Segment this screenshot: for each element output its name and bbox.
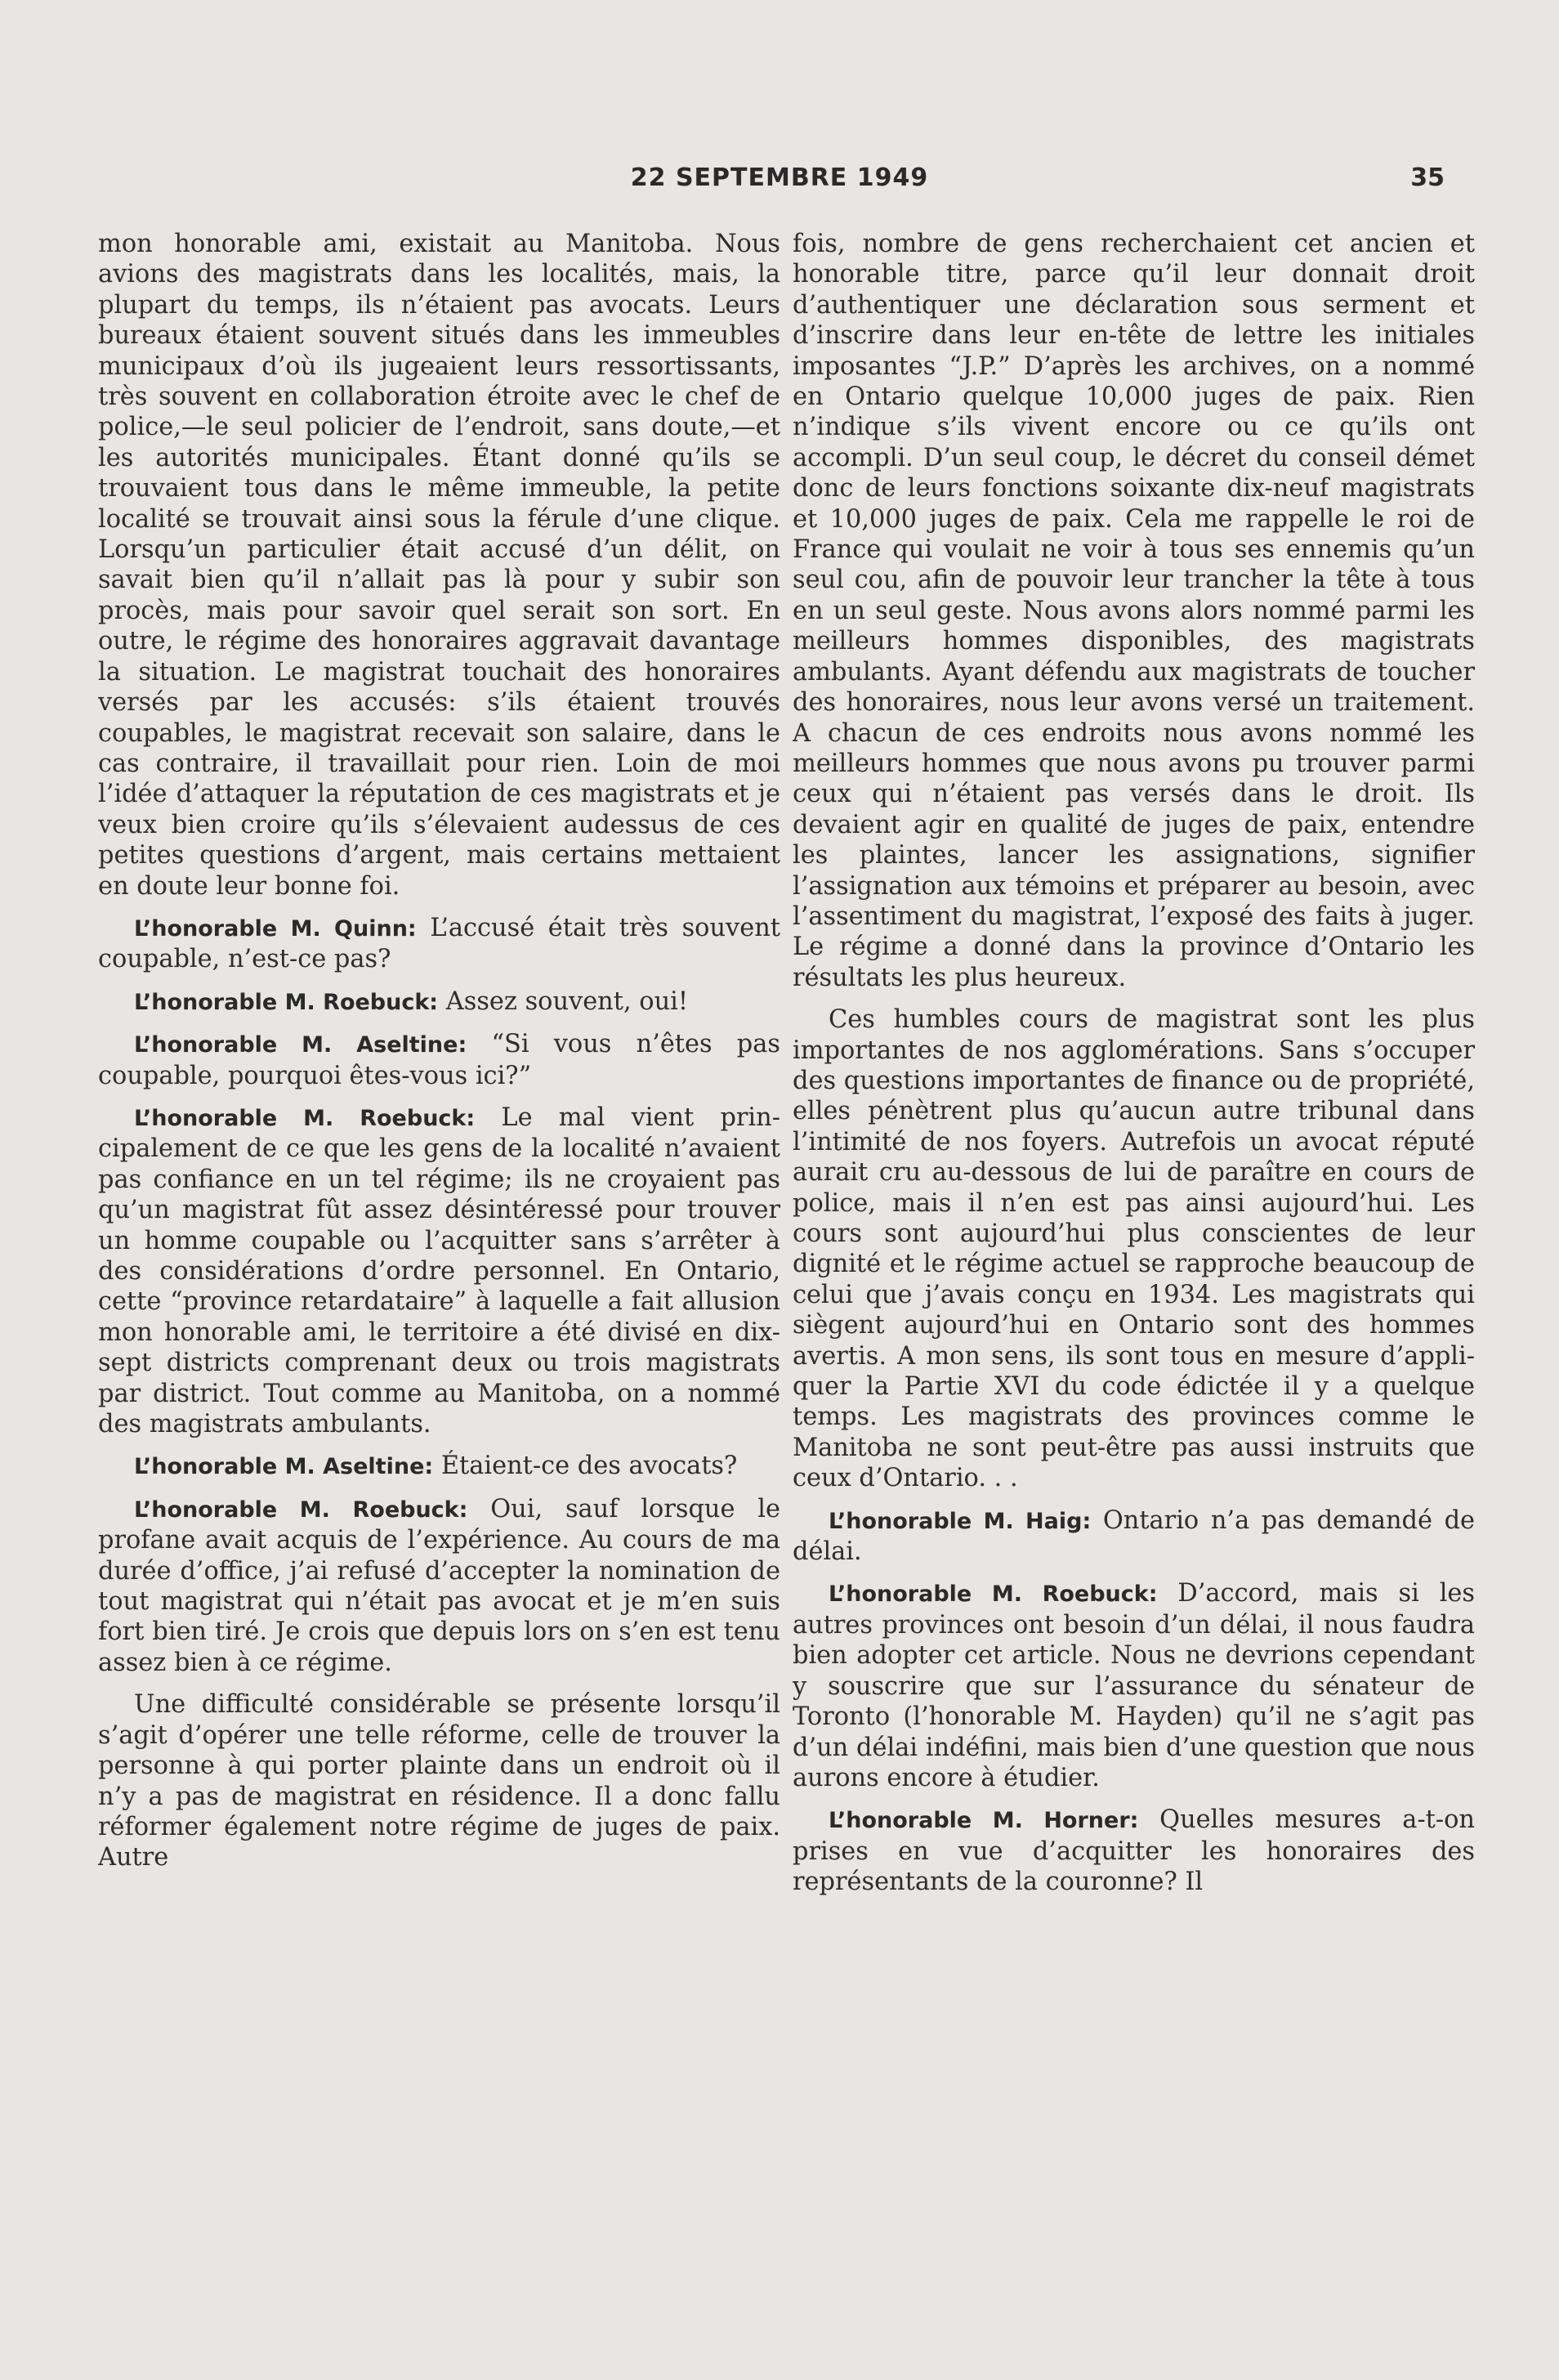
speaker-name: L’honorable M. Haig: [829,1508,1092,1534]
paragraph: mon honorable ami, existait au Manitoba. Nous avions des magistrats dans les localités, mais, la plupart du temps, ils n’étaient pas avocats. Leurs bureaux étaient souvent situés dans les immeubles municipaux d’où ils jugeaient leurs ressortissants, très souvent en collaboration étroite avec le chef de police,—le seul policier de l’endroit, sans doute,—et les autorités municipales. Étant donné qu’ils se trouvaient tous dans le même immeuble, la petite localité se trouvait ainsi sous la férule d’une clique. Lorsqu’un particulier était accusé d’un délit, on savait bien qu’il n’allait pas là pour y subir son procès, mais pour savoir quel serait son sort. En outre, le régime des honoraires aggravait davantage la situation. Le magistrat touchait des honoraires versés par les accusés: s’ils étaient trouvés coupables, le magistrat recevait son salaire, dans le cas contraire, il travaillait pour rien. Loin de moi l’idée d’attaquer la réputation de ces magistrats et je veux bien croire qu’ils s’élevaient audessus de ces petites questions d’argent, mais certains mettaient en doute leur bonne foi. [98,230,780,901]
speech-text: Oui, sauf lorsque le profane avait acquis de l’expérience. Au cours de ma durée d’office, j’ai refusé d’accepter la nomination de tout magistrat qui n’était pas avocat et je m’en suis fort bien tiré. Je crois que depuis lors on s’en est tenu assez bien à ce régime. [98,1494,780,1677]
speech [793,1805,1475,1897]
paragraph: Une difficulté considérable se présente lorsqu’il s’agit d’opérer une telle réforme, celle de trouver la personne à qui porter plainte dans un endroit où il n’y a pas de magistrat en résidence. Il a donc fallu réformer également notre régime de juges de paix. Autre [98,1690,780,1872]
speech-text: Étaient-ce des avocats? [433,1452,738,1481]
speaker-name: L’honorable M. Roebuck: [134,989,439,1015]
speech-text: Assez souvent, oui! [438,986,689,1016]
speech [793,1578,1475,1793]
speech [793,1505,1475,1568]
speech [98,1029,780,1091]
speech-text: Le mal vient principalement de ce que les gens de la localité n’avaient pas confiance en un tel régime; ils ne croyaient pas qu’un magistrat fût assez désintéressé pour trouver un homme coupable ou l’acquitter sans s’arrêter à des considérations d’ordre personnel. En Ontario, cette “province retardataire” à laquelle a fait allusion mon honorable ami, le territoire a été divisé en dix-sept districts comprenant deux ou trois magistrats par district. Tout comme au Manitoba, on a nommé des magistrats ambulants. [98,1103,780,1439]
speaker-name: L’honorable M. Horner: [829,1808,1139,1834]
page-number: 35 [1410,163,1445,192]
header-date: 22 SEPTEMBRE 1949 [630,163,929,192]
speaker-name: L’honorable M. Aseltine: [134,1032,467,1058]
speech-text: D’accord, mais si les autres provinces ont besoin d’un délai, il nous faudra bien adopter cet article. Nous ne devrions cependant y souscrire que sur l’assurance du sénateur de Toronto (l’honorable M. Hayden) qu’il ne s’agit pas d’un délai indéfini, mais bien d’une question que nous aurons encore à étudier. [793,1579,1475,1792]
paragraph: Ces humbles cours de magistrat sont les plus importantes de nos agglomérations. Sans s’occuper des questions importantes de finance ou de propriété, elles pénètrent plus qu’aucun autre tribunal dans l’intimité de nos foyers. Autrefois un avocat réputé aurait cru au-dessous de lui de paraître en cours de police, mais il n’en est pas ainsi aujourd’hui. Les cours sont aujourd’hui plus conscientes de leur dignité et le régime actuel se rapproche beaucoup de celui que j’avais conçu en 1934. Les magistrats qui siègent aujourd’hui en Ontario sont des hommes avertis. A mon sens, ils sont tous en mesure d’appliquer la Partie XVI du code édictée il y a quelque temps. Les magistrats des provinces comme le Manitoba ne sont peut-être pas aussi instruits que ceux d’Ontario. . . [793,1005,1475,1493]
speaker-name: L’honorable M. Quinn: [134,915,417,942]
speech-text: “Si vous n’êtes pas coupable, pourquoi êtes-vous ici?” [98,1030,780,1090]
paragraph: fois, nombre de gens recherchaient cet ancien et honorable titre, parce qu’il leur donnait droit d’authentiquer une déclaration sous serment et d’inscrire dans leur en-tête de lettre les initiales imposantes “J.P.” D’après les archives, on a nommé en Ontario quelque 10,000 juges de paix. Rien n’indique s’ils vivent encore ou ce qu’ils ont accompli. D’un seul coup, le décret du conseil démet donc de leurs fonctions soixante dix-neuf magistrats et 10,000 juges de paix. Cela me rappelle le roi de France qui voulait ne voir à tous ses ennemis qu’un seul cou, afin de pouvoir leur trancher la tête à tous en un seul geste. Nous avons alors nommé parmi les meilleurs hommes disponibles, des magistrats ambulants. Ayant défendu aux magistrats de toucher des honoraires, nous leur avons versé un traitement. A chacun de ces endroits nous avons nommé les meilleurs hommes que nous avons pu trouver parmi ceux qui n’étaient pas versés dans le droit. Ils devaient agir en qualité de juges de paix, entendre les plaintes, lancer les assignations, signifier l’assignation aux témoins et préparer au besoin, avec l’assentiment du magistrat, l’exposé des faits à juger. Le régime a donné dans la province d’Ontario les résultats les plus heureux. [793,230,1475,992]
speech-text: Quelles mesures a-t-on prises en vue d’acquitter les honoraires des représentants de la couronne? Il [793,1805,1475,1897]
speech [98,1494,780,1678]
speech [98,986,780,1018]
left-column [98,229,780,2305]
speech [98,913,780,975]
speaker-name: L’honorable M. Roebuck: [134,1496,468,1523]
speaker-name: L’honorable M. Roebuck: [829,1581,1158,1608]
speech [98,1451,780,1482]
right-column [793,229,1475,2305]
page-header [98,163,1461,204]
speaker-name: L’honorable M. Aseltine: [134,1454,434,1480]
speech-text: L’accusé était très souvent coupable, n’est-ce pas? [98,913,780,974]
speech-text: Ontario n’a pas demandé de délai. [793,1505,1475,1567]
speaker-name: L’honorable M. Roebuck: [134,1105,476,1131]
speech [98,1103,780,1439]
